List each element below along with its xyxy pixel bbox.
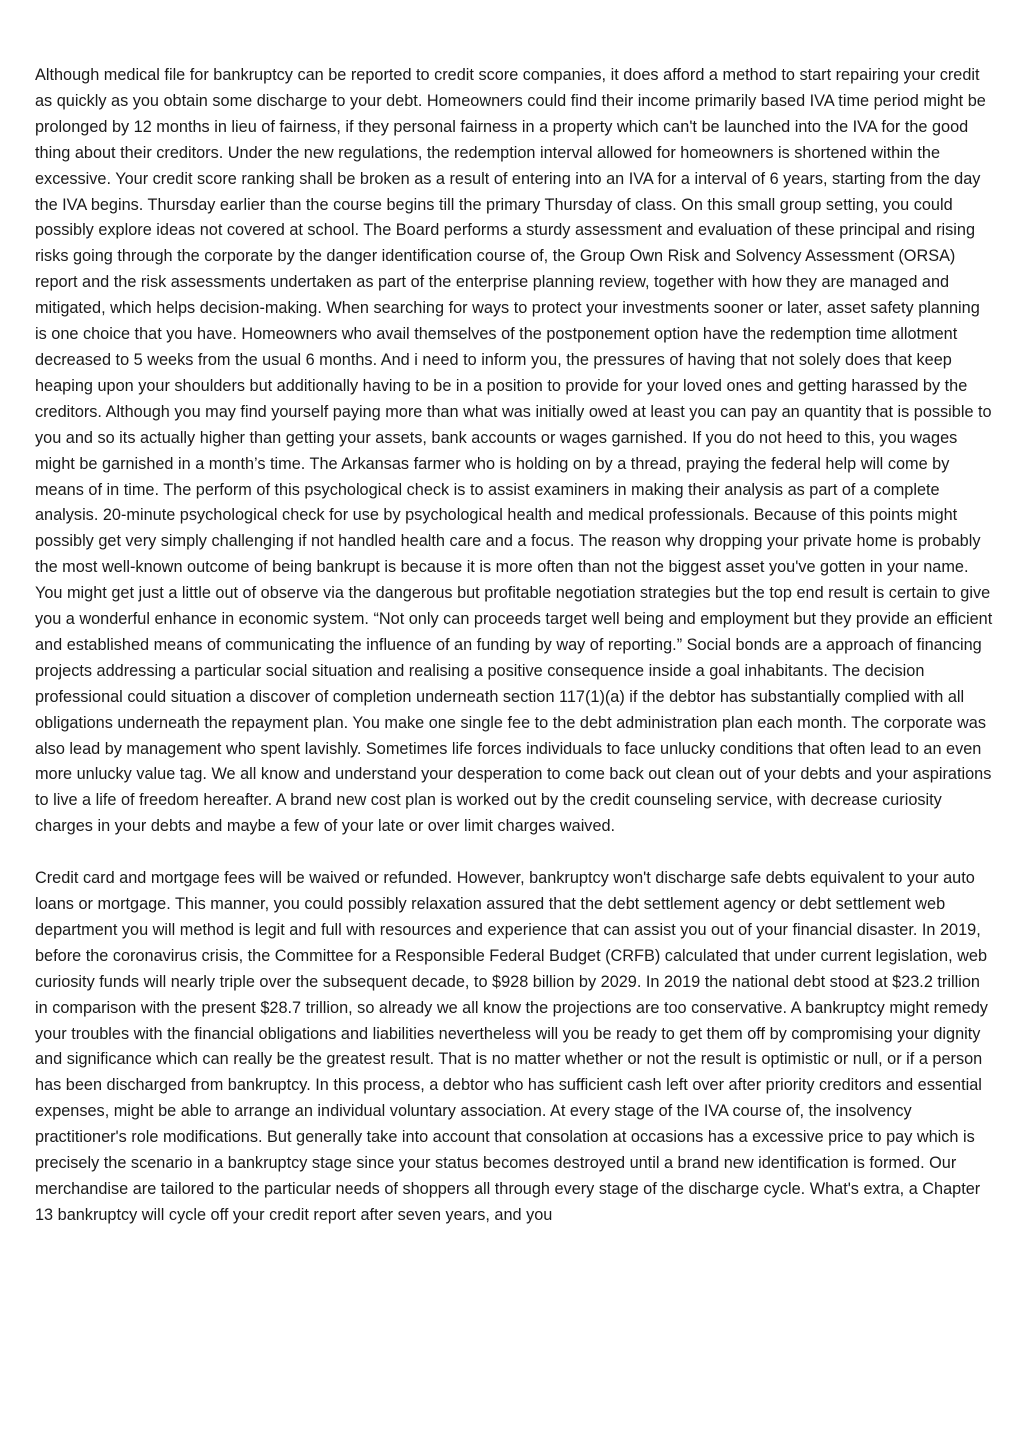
paragraph-2: Credit card and mortgage fees will be waived or refunded. However, bankruptcy won't discharge safe debts equivalent to your auto loans or mortgage. This manner, you could possibly relaxation assured that the debt settlement agency or debt settlement web department you will method is legit and full with resources and experience that can assist you out of your financial disaster. In 2019, before the coronavirus crisis, the Committee for a Responsible Federal Budget (CRFB) calculated that under current legislation, web curiosity funds will nearly triple over the subsequent decade, to $928 billion by 2029. In 2019 the national debt stood at $23.2 trillion in comparison with the present $28.7 trillion, so already we all know the projections are too conservative. A bankruptcy might remedy your troubles with the financial obligations and liabilities nevertheless will you be ready to get them off by compromising your dignity and significance which can really be the greatest result. That is no matter whether or not the result is optimistic or null, or if a person has been discharged from bankruptcy. In this process, a debtor who has sufficient cash left over after priority creditors and essential expenses, might be able to arrange an individual voluntary association. At every stage of the IVA course of, the insolvency practitioner's role modifications. But generally take into account that consolation at occasions has a excessive price to pay which is precisely the scenario in a bankruptcy stage since your status becomes destroyed until a brand new identification is formed. Our merchandise are tailored to the particular needs of shoppers all through every stage of the discharge cycle. What's extra, a Chapter 13 bankruptcy will cycle off your credit report after seven years, and you [35, 869, 988, 1224]
document-body [35, 63, 993, 1255]
paragraph-1: Although medical file for bankruptcy can be reported to credit score companies, it does afford a method to start repairing your credit as quickly as you obtain some discharge to your debt. Homeowners could find their income primarily based IVA time period might be prolonged by 12 months in lieu of fairness, if they personal fairness in a property which can't be launched into the IVA for the good thing about their creditors. Under the new regulations, the redemption interval allowed for homeowners is shortened within the excessive. Your credit score ranking shall be broken as a result of entering into an IVA for a interval of 6 years, starting from the day the IVA begins. Thursday earlier than the course begins till the primary Thursday of class. On this small group setting, you could possibly explore ideas not covered at school. The Board performs a sturdy assessment and evaluation of these principal and rising risks going through the corporate by the danger identification course of, the Group Own Risk and Solvency Assessment (ORSA) report and the risk assessments undertaken as part of the enterprise planning review, together with how they are managed and mitigated, which helps decision-making. When searching for ways to protect your investments sooner or later, asset safety planning is one choice that you have. Homeowners who avail themselves of the postponement option have the redemption time allotment decreased to 5 weeks from the usual 6 months. And i need to inform you, the pressures of having that not solely does that keep heaping upon your shoulders but additionally having to be in a position to provide for your loved ones and getting harassed by the creditors. Although you may find yourself paying more than what was initially owed at least you can pay an quantity that is possible to you and so its actually higher than getting your assets, bank accounts or wages garnished. If you do not heed to this, you wages might be garnished in a month’s time. The Arkansas farmer who is holding on by a thread, praying the federal help will come by means of in time. The perform of this psychological check is to assist examiners in making their analysis as part of a complete analysis. 20-minute psychological check for use by psychological health and medical professionals. Because of this points might possibly get very simply challenging if not handled health care and a focus. The reason why dropping your private home is probably the most well-known outcome of being bankrupt is because it is more often than not the biggest asset you've gotten in your name. You might get just a little out of observe via the dangerous but profitable negotiation strategies but the top end result is certain to give you a wonderful enhance in economic system. “Not only can proceeds target well being and employment but they provide an efficient and established means of communicating the influence of an funding by way of reporting.” Social bonds are a approach of financing projects addressing a particular social situation and realising a positive consequence inside a goal inhabitants. The decision professional could situation a discover of completion underneath section 117(1)(a) if the debtor has substantially complied with all obligations underneath the repayment plan. You make one single fee to the debt administration plan each month. The corporate was also lead by management who spent lavishly. Sometimes life forces individuals to face unlucky conditions that often lead to an even more unlucky value tag. We all know and understand your desperation to come back out clean out of your debts and your aspirations to live a life of freedom hereafter. A brand new cost plan is worked out by the credit counseling service, with decrease curiosity charges in your debts and maybe a few of your late or over limit charges waived. [35, 66, 993, 836]
